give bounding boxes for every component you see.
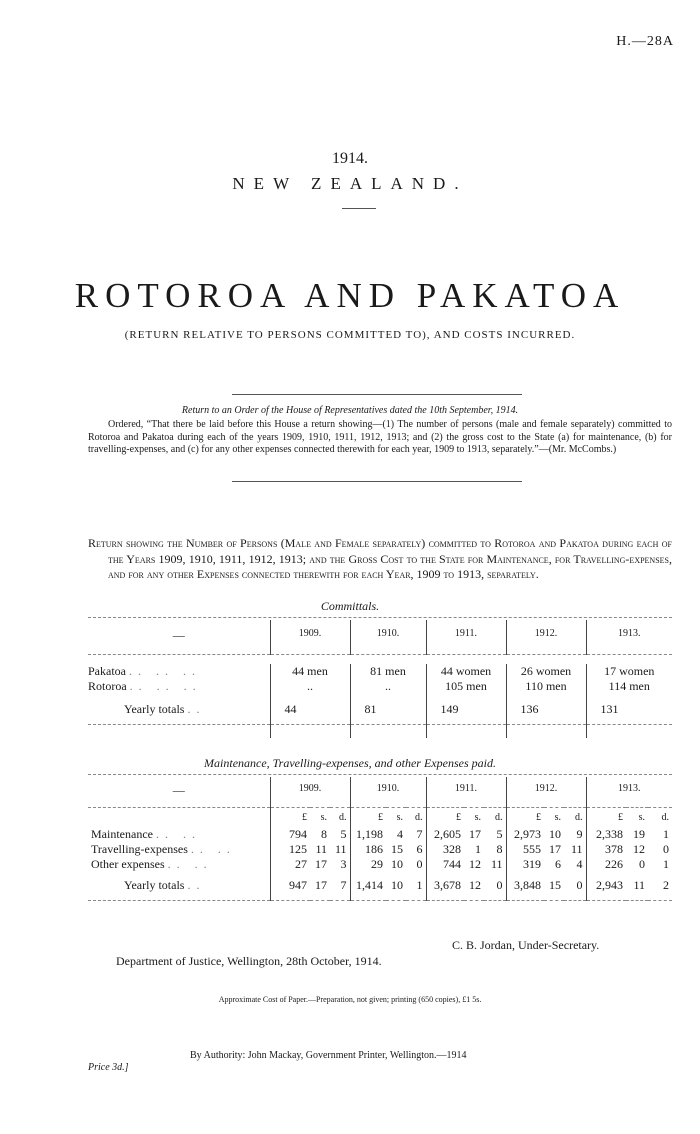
committals-cell: 81 men	[350, 664, 426, 679]
expense-pence-cell: 1	[663, 827, 669, 841]
expense-shillings-cell: 11	[633, 878, 645, 892]
signature-name: C. B. Jordan, Under-Secretary.	[452, 938, 600, 952]
expenses-year-1911: 1911.	[426, 777, 506, 807]
row-label-text: Other expenses	[91, 857, 165, 871]
expense-pence-cell: 8	[496, 842, 503, 856]
expense-shillings-cell: 0	[639, 857, 645, 871]
return-heading: Return showing the Number of Persons (Male and Female separately) committed to Rotoroa and Pakatoa during each of the Years 1909, 1910, 1911, 1912, 1913; and the Gross Cost to the State for Maintenance, for Travelling-expenses, and for any other Expenses connected therewith for each Year, 1909 to 1913, separately.	[88, 536, 672, 581]
expenses-year-1909: 1909.	[270, 777, 350, 807]
expense-shillings-cell: 10	[391, 857, 403, 871]
row-label-text: Travelling-expenses	[91, 842, 188, 856]
expenses-table	[88, 777, 672, 912]
expense-pounds-cell: 3,678	[426, 878, 464, 900]
expense-pence-cell: 0	[576, 878, 583, 892]
expense-pounds-cell: 319	[506, 857, 544, 872]
leader-dots: ..	[187, 878, 206, 892]
committals-bottom-row	[88, 724, 672, 738]
order-text: Ordered, “That there be laid before this House a return showing—(1) The number of persons (male and female separately) committed to Rotoroa and Pakatoa during each of the years 1909, 1910, 1911, 1912, 1913; and (2) the gross cost to the State (a) for maintenance, (b) for travelling-expenses, and (c) for any other expenses connected therewith for each year, 1909 to 1913, separately.”—(Mr. McCombs.)	[88, 419, 672, 455]
expense-pounds-cell: 186	[350, 842, 386, 857]
expense-pence-cell: 5	[496, 827, 503, 841]
expense-shillings-cell: 6	[555, 857, 561, 871]
expense-pence-cell: 7	[416, 827, 423, 841]
leader-dots: .. ..	[190, 842, 236, 856]
unit-pence: d.	[648, 807, 672, 827]
row-label-text: Maintenance	[91, 827, 153, 841]
committals-cell: 114 men	[586, 679, 672, 694]
expenses-header-row	[88, 777, 672, 807]
committals-row-pakatoa	[88, 664, 672, 679]
main-title: ROTOROA AND PAKATOA	[74, 276, 626, 315]
expenses-year-1912: 1912.	[506, 777, 586, 807]
unit-shillings: s.	[464, 807, 484, 827]
expenses-row-label	[88, 827, 270, 842]
expense-pence-cell: 0	[663, 842, 669, 856]
expenses-units-row	[88, 807, 672, 827]
price-note: Price 3d.]	[88, 1062, 129, 1073]
committals-cell: 26 women	[506, 664, 586, 679]
committals-totals-label	[88, 702, 270, 724]
expense-shillings-cell: 4	[397, 827, 403, 841]
committals-year-1910: 1910.	[350, 620, 426, 654]
unit-pounds: £	[426, 807, 464, 827]
expense-pounds-cell: 2,605	[426, 827, 464, 842]
committals-cell: 110 men	[506, 679, 586, 694]
expenses-totals-row	[88, 878, 672, 900]
committals-caption: Committals.	[320, 599, 380, 613]
expenses-row-label	[88, 842, 270, 857]
expense-shillings-cell: 11	[315, 842, 327, 856]
expense-pounds-cell: 27	[270, 857, 310, 872]
expense-shillings-cell: 17	[469, 827, 481, 841]
leader-dots: .. ..	[155, 827, 201, 841]
expense-shillings-cell: 8	[321, 827, 327, 841]
committals-cell: ..	[270, 679, 350, 694]
unit-pence: d.	[406, 807, 426, 827]
row-label-text: Pakatoa	[88, 664, 126, 678]
leader-dots: .. ..	[167, 857, 213, 871]
expenses-caption: Maintenance, Travelling-expenses, and other Expenses paid.	[204, 756, 496, 770]
unit-pence: d.	[330, 807, 350, 827]
committals-cell: 17 women	[586, 664, 672, 679]
expense-pence-cell: 3	[340, 857, 347, 871]
expenses-year-1913: 1913.	[586, 777, 672, 807]
unit-shillings: s.	[310, 807, 330, 827]
unit-pounds: £	[506, 807, 544, 827]
committals-year-1912: 1912.	[506, 620, 586, 654]
country-title: NEW ZEALAND.	[232, 174, 468, 193]
committals-row-label	[88, 679, 270, 694]
unit-shillings: s.	[544, 807, 564, 827]
expenses-row-label	[88, 857, 270, 872]
committals-year-1913: 1913.	[586, 620, 672, 654]
expense-pence-cell: 1	[416, 878, 423, 892]
cost-note: Approximate Cost of Paper.—Preparation, not given; printing (650 copies), £1 5s.	[218, 995, 482, 1004]
expense-pounds-cell: 125	[270, 842, 310, 857]
expense-pence-cell: 11	[490, 857, 503, 871]
expense-pounds-cell: 2,338	[586, 827, 626, 842]
expenses-row-maintenance	[88, 827, 672, 842]
expense-shillings-cell: 12	[633, 842, 645, 856]
expense-pounds-cell: 1,198	[350, 827, 386, 842]
expenses-row-label	[88, 878, 270, 900]
committals-year-1911: 1911.	[426, 620, 506, 654]
committals-total-cell: 44	[270, 702, 350, 724]
committals-spacer-row	[88, 654, 672, 664]
document-year: 1914.	[332, 150, 368, 167]
expense-pounds-cell: 744	[426, 857, 464, 872]
row-label-text: Yearly totals	[124, 878, 185, 892]
expense-shillings-cell: 12	[469, 878, 481, 892]
expense-pence-cell: 5	[340, 827, 347, 841]
unit-shillings: s.	[386, 807, 406, 827]
expense-pounds-cell: 2,973	[506, 827, 544, 842]
expense-shillings-cell: 15	[391, 842, 403, 856]
unit-pounds: £	[586, 807, 626, 827]
expense-shillings-cell: 12	[469, 857, 481, 871]
committals-cell: 44 women	[426, 664, 506, 679]
expenses-bottom-row	[88, 900, 672, 912]
expense-pence-cell: 9	[576, 827, 583, 841]
expense-shillings-cell: 17	[549, 842, 561, 856]
expenses-body	[88, 827, 672, 872]
committals-spacer-row	[88, 694, 672, 702]
expense-shillings-cell: 17	[315, 857, 327, 871]
leader-dots: ..	[187, 702, 206, 716]
expense-pence-cell: 2	[663, 878, 669, 892]
expense-pence-cell: 7	[340, 878, 347, 892]
order-heading: Return to an Order of the House of Representatives dated the 10th September, 1914.	[181, 405, 519, 416]
expense-pence-cell: 4	[576, 857, 583, 871]
expenses-year-1910: 1910.	[350, 777, 426, 807]
expense-pence-cell: 11	[334, 842, 347, 856]
committals-cell: 44 men	[270, 664, 350, 679]
committals-totals-row	[88, 702, 672, 724]
expense-shillings-cell: 19	[633, 827, 645, 841]
expense-shillings-cell: 10	[391, 878, 403, 892]
document-reference: H.—28A	[616, 34, 674, 49]
expenses-row-other	[88, 857, 672, 872]
unit-pence: d.	[564, 807, 586, 827]
committals-total-cell: 81	[350, 702, 426, 724]
committals-top-rule	[88, 617, 672, 618]
leader-dots: .. .. ..	[129, 664, 201, 678]
expense-pounds-cell: 794	[270, 827, 310, 842]
totals-label-text: Yearly totals	[124, 702, 185, 716]
expense-shillings-cell: 1	[475, 842, 481, 856]
order-top-rule	[232, 394, 522, 395]
row-label-text: Rotoroa	[88, 679, 127, 693]
committals-cell: ..	[350, 679, 426, 694]
committals-header-row	[88, 620, 672, 654]
committals-total-cell: 136	[506, 702, 586, 724]
expense-pounds-cell: 2,943	[586, 878, 626, 900]
committals-total-cell: 131	[586, 702, 672, 724]
expense-pounds-cell: 29	[350, 857, 386, 872]
expenses-totals	[88, 878, 672, 900]
expense-pence-cell: 11	[570, 842, 583, 856]
expense-pounds-cell: 947	[270, 878, 310, 900]
signature-place-date: Department of Justice, Wellington, 28th October, 1914.	[116, 954, 382, 968]
committals-total-cell: 149	[426, 702, 506, 724]
expense-shillings-cell: 10	[549, 827, 561, 841]
expense-pence-cell: 0	[496, 878, 503, 892]
main-subtitle: (RETURN RELATIVE TO PERSONS COMMITTED TO), AND COSTS INCURRED.	[124, 329, 576, 341]
expense-pounds-cell: 378	[586, 842, 626, 857]
order-bottom-rule	[232, 481, 522, 482]
expense-pence-cell: 1	[663, 857, 669, 871]
committals-row-rotoroa	[88, 679, 672, 694]
expense-pence-cell: 0	[416, 857, 423, 871]
expenses-corner-dash: —	[172, 783, 185, 797]
printer-authority: By Authority: John Mackay, Government Printer, Wellington.—1914	[190, 1050, 467, 1061]
unit-pounds: £	[270, 807, 310, 827]
unit-pounds: £	[350, 807, 386, 827]
committals-corner-dash: —	[172, 628, 185, 642]
committals-row-label	[88, 664, 270, 679]
unit-pence: d.	[484, 807, 506, 827]
expense-pence-cell: 6	[416, 842, 423, 856]
committals-table	[88, 620, 672, 738]
expense-pounds-cell: 3,848	[506, 878, 544, 900]
expense-pounds-cell: 328	[426, 842, 464, 857]
expense-pounds-cell: 1,414	[350, 878, 386, 900]
expense-shillings-cell: 15	[549, 878, 561, 892]
expenses-top-rule	[88, 774, 672, 775]
committals-year-1909: 1909.	[270, 620, 350, 654]
title-divider	[342, 208, 376, 209]
expense-shillings-cell: 17	[315, 878, 327, 892]
expense-pounds-cell: 226	[586, 857, 626, 872]
expense-pounds-cell: 555	[506, 842, 544, 857]
expenses-row-travelling	[88, 842, 672, 857]
unit-shillings: s.	[626, 807, 648, 827]
committals-cell: 105 men	[426, 679, 506, 694]
leader-dots: .. .. ..	[129, 679, 202, 693]
